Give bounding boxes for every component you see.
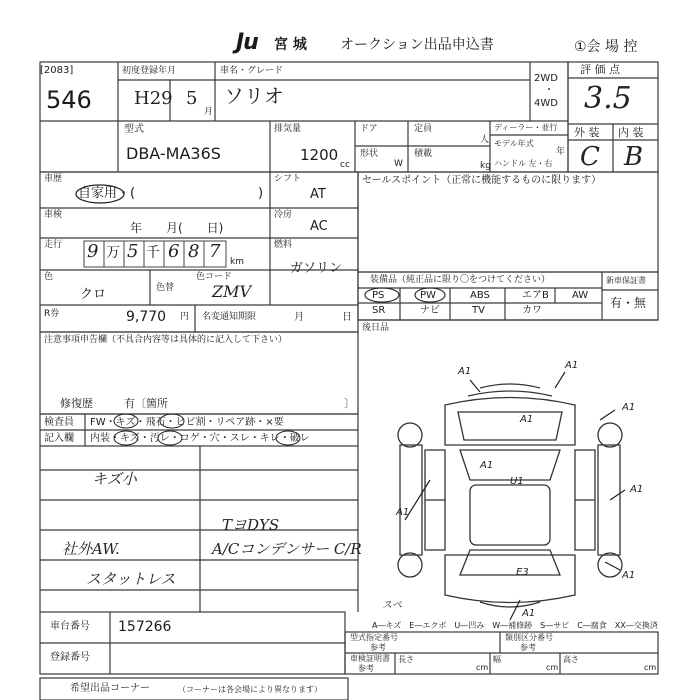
cc-value: 1200 <box>300 146 339 164</box>
damage-mark: A1 <box>396 507 410 518</box>
car-diagram <box>360 350 660 630</box>
handwritten-note: TヨDYS <box>222 516 280 534</box>
equipment-label: 装備品（純正品に限り〇をつけてください） <box>370 275 551 285</box>
logo: Ju <box>236 30 258 55</box>
reg-year-label: 初度登録年月 <box>122 66 177 76</box>
color-label: 色 <box>44 272 54 282</box>
history-value: 自家用・( <box>78 186 136 201</box>
shaken-label: 車検 <box>44 210 63 220</box>
length-unit: cm <box>476 663 489 672</box>
car-name: ソリオ <box>224 84 284 108</box>
damage-mark: A1 <box>622 570 636 581</box>
drive-dot: ・ <box>544 85 554 96</box>
mileage-label: 走行 <box>44 240 63 250</box>
entry-items: 内装・キズ・汚レ・コゲ・穴・スレ・キレ・破レ <box>90 433 310 444</box>
damage-mark: A1 <box>630 484 644 495</box>
drive-4wd: 4WD <box>534 98 558 109</box>
model-label: 型式 <box>124 124 144 135</box>
color-value: クロ <box>80 287 107 302</box>
handwritten-note: スタットレス <box>86 570 176 588</box>
equipment-item: TV <box>472 305 485 316</box>
ext-value: C <box>580 142 600 172</box>
chassis-label: 車台番号 <box>50 621 90 632</box>
form-title: オークション出品申込書 <box>340 37 494 53</box>
notes-label: 注意事項申告欄（不具合内容等は具体的に記入して下さい） <box>44 335 288 345</box>
width-unit: cm <box>546 663 559 672</box>
damage-mark: E3 <box>516 567 529 578</box>
shift-label: シフト <box>274 174 302 184</box>
damage-mark: A1 <box>565 360 579 371</box>
width-label: 幅 <box>493 655 501 664</box>
new-car-label: 新車保証書 <box>606 276 646 285</box>
company-name: 宮 城 <box>274 37 307 53</box>
cc-label: 排気量 <box>274 124 302 134</box>
damage-mark: U1 <box>510 476 524 487</box>
damage-mark: A1 <box>458 366 472 377</box>
copy-label: ①会 場 控 <box>574 39 638 55</box>
inspector-label: 検査員 <box>44 417 74 428</box>
new-car-value: 有・無 <box>610 296 647 310</box>
history-circle-mark <box>74 183 126 205</box>
history-label: 車歴 <box>44 174 63 184</box>
repair-close: 〕 <box>344 397 355 410</box>
history-close: ) <box>258 186 264 201</box>
mileage-digit: 6 <box>168 241 180 262</box>
class-sub: 参考 <box>520 643 536 652</box>
entry-label: 記入欄 <box>44 433 74 444</box>
dims-label: 車検証明書 <box>350 654 390 663</box>
load-unit: kg <box>480 161 491 171</box>
fuel-value: ガソリン <box>290 261 343 276</box>
sales-point-label: セールスポイント（正常に機能するものに限ります） <box>362 175 602 186</box>
model-year-unit: 年 <box>556 147 566 157</box>
handwritten-note: A/Cコンデンサー C/R <box>212 540 362 558</box>
ac-value: AC <box>310 219 328 234</box>
repair-value: 有〔箇所 <box>124 397 168 410</box>
color-code-value: ZMV <box>212 282 252 301</box>
reg-label: 登録番号 <box>50 652 90 663</box>
load-label: 積載 <box>414 149 433 159</box>
ac-label: 冷房 <box>274 210 293 220</box>
score-label: 評 価 点 <box>580 63 620 76</box>
equipment-item: エアB <box>522 290 549 301</box>
equipment-item: PS <box>372 290 385 301</box>
cert-sub: 参考 <box>370 643 386 652</box>
recycle-unit: 円 <box>180 312 190 322</box>
fuel-label: 燃料 <box>274 240 293 250</box>
page-code: [2083] <box>40 65 74 76</box>
capacity-label: 定員 <box>414 124 433 134</box>
recycle-value: 9,770 <box>126 309 167 325</box>
damage-mark: A1 <box>522 608 536 619</box>
equipment-circle-marks <box>362 286 452 304</box>
handwritten-note: キズ小 <box>92 470 137 488</box>
chassis-value: 157266 <box>118 619 172 635</box>
color-change-label: 色替 <box>156 283 175 293</box>
mileage-digit: 7 <box>209 241 221 262</box>
damage-mark: スペ <box>382 600 402 611</box>
shape-label: 形状 <box>360 149 379 159</box>
rear-seat-label: 後日品 <box>362 323 390 333</box>
height-label: 高さ <box>563 655 579 664</box>
color-code-label: 色コード <box>196 272 233 282</box>
length-label: 長さ <box>398 655 414 664</box>
inspection-circle-marks <box>112 412 312 448</box>
shape-unit: W <box>394 159 403 169</box>
door-label: ドア <box>360 124 378 134</box>
int-value: B <box>624 142 644 172</box>
capacity-unit: 人 <box>480 135 490 145</box>
corner-note: （コーナーは各会場により異なります） <box>178 685 322 694</box>
score-value: 3.5 <box>584 81 632 116</box>
drive-2wd: 2WD <box>534 73 558 84</box>
equipment-item: SR <box>372 305 386 316</box>
reg-era-year: H29 <box>134 88 173 109</box>
dims-sub: 参考 <box>358 664 374 673</box>
reg-month: 5 <box>186 88 198 109</box>
name-label: 車名・グレード <box>220 66 284 76</box>
recycle-label: R券 <box>44 309 60 319</box>
equipment-item: PW <box>420 290 436 301</box>
tax-month: 月 <box>294 312 304 323</box>
mileage-unit: km <box>230 257 244 267</box>
cc-unit: cc <box>340 160 350 170</box>
corner-label: 希望出品コーナー <box>70 683 150 694</box>
cert-label: 型式指定番号 <box>350 633 398 642</box>
mileage-digit: 万 <box>106 245 120 261</box>
handle-label: ハンドル 左・右 <box>494 159 553 168</box>
tax-label: 名変通知期限 <box>202 312 257 322</box>
handwritten-note: 社外AW. <box>62 540 120 558</box>
mileage-digit: 5 <box>127 241 139 262</box>
shaken-value: 年 月( 日) <box>130 221 224 235</box>
lot-number: 546 <box>46 86 92 114</box>
tax-day: 日 <box>342 312 352 323</box>
shift-value: AT <box>310 187 326 202</box>
mileage-digit: 8 <box>188 241 200 262</box>
repair-label: 修復歴 <box>60 397 93 410</box>
dealer-label: ディーラー・並行 <box>494 123 558 132</box>
equipment-item: ABS <box>470 290 490 301</box>
equipment-item: ナビ <box>420 305 440 316</box>
ext-label: 外 装 <box>574 126 600 139</box>
damage-mark: A1 <box>520 414 534 425</box>
model-year-label: モデル年式 <box>494 139 534 148</box>
equipment-item: AW <box>572 290 589 301</box>
mileage-digit: 千 <box>146 245 160 261</box>
model-value: DBA-MA36S <box>126 144 221 163</box>
equipment-item: カワ <box>522 305 542 316</box>
class-label: 類別区分番号 <box>505 633 553 642</box>
int-label: 内 装 <box>618 126 644 139</box>
inspector-items: FW・キズ・飛石・ヒビ割・リペア跡・×要 <box>90 417 284 428</box>
damage-mark: A1 <box>622 402 636 413</box>
diagram-legend: A―キズ E―エクボ U―凹み W―補修跡 S―サビ C―腐食 XX―交換済 <box>372 621 658 630</box>
height-unit: cm <box>644 663 657 672</box>
damage-mark: A1 <box>480 460 494 471</box>
mileage-digit: 9 <box>87 241 99 262</box>
month-unit: 月 <box>204 107 214 117</box>
